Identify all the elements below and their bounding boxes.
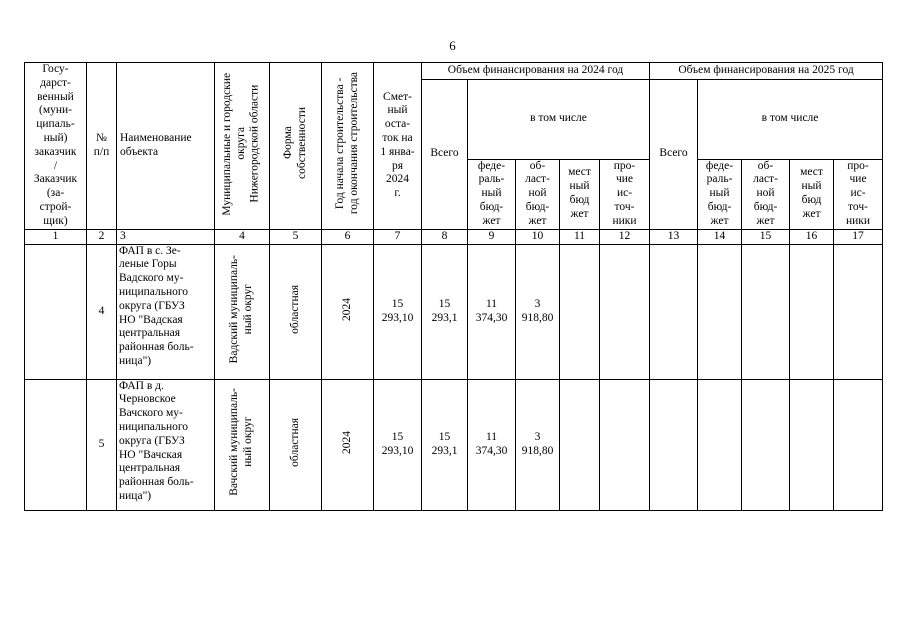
cell-years: 2024 (322, 244, 374, 379)
header-federal-2024: феде- раль- ный бюд- жет (468, 159, 516, 229)
column-number: 5 (270, 229, 322, 244)
cell-local-2025 (790, 379, 834, 510)
cell-local-2025 (790, 244, 834, 379)
column-number: 3 (117, 229, 215, 244)
header-including-2025: в том числе (698, 80, 883, 160)
cell-estimate: 15 293,10 (374, 379, 422, 510)
column-number: 12 (600, 229, 650, 244)
cell-local-2024 (560, 244, 600, 379)
column-number: 9 (468, 229, 516, 244)
cell-municipal: Вачский муниципаль- ный округ (215, 379, 270, 510)
header-regional-2024: об- ласт- ной бюд- жет (516, 159, 560, 229)
header-estimate: Смет- ный оста- ток на 1 янва- ря 2024 г. (374, 63, 422, 230)
header-total-2025: Всего (650, 80, 698, 230)
cell-object-name: ФАП в с. Зе- леные Горы Вадского му- ниципального округа (ГБУЗ НО "Вадская центральная районная боль- ница") (117, 244, 215, 379)
column-number: 7 (374, 229, 422, 244)
header-num: № п/п (87, 63, 117, 230)
cell-total-2024: 15 293,1 (422, 244, 468, 379)
header-years: Год начала строительства - год окончания строительства (322, 63, 374, 230)
header-including-2024: в том числе (468, 80, 650, 160)
cell-regional-2024: 3 918,80 (516, 379, 560, 510)
column-number: 8 (422, 229, 468, 244)
header-local-2025: мест ный бюд жет (790, 159, 834, 229)
column-number: 4 (215, 229, 270, 244)
header-federal-2025: феде- раль- ный бюд- жет (698, 159, 742, 229)
cell-object-name: ФАП в д. Черновское Вачского му- ниципального округа (ГБУЗ НО "Вачская центральная районная боль- ница") (117, 379, 215, 510)
financing-table (24, 62, 883, 511)
cell-other-2024 (600, 244, 650, 379)
cell-total-2024: 15 293,1 (422, 379, 468, 510)
column-number: 11 (560, 229, 600, 244)
cell-federal-2025 (698, 244, 742, 379)
header-fin-2024: Объем финансирования на 2024 год (422, 63, 650, 80)
table-row (25, 244, 883, 379)
column-number: 6 (322, 229, 374, 244)
header-ownership: Форма собственности (270, 63, 322, 230)
cell-regional-2025 (742, 379, 790, 510)
cell-total-2025 (650, 379, 698, 510)
header-regional-2025: об- ласт- ной бюд- жет (742, 159, 790, 229)
cell-ownership: областная (270, 244, 322, 379)
header-customer: Госу- дарст- венный (муни- ципаль- ный) заказчик / Заказчик (за- строй- щик) (25, 63, 87, 230)
cell-municipal: Вадский муниципаль- ный округ (215, 244, 270, 379)
column-number: 10 (516, 229, 560, 244)
column-number: 13 (650, 229, 698, 244)
cell-federal-2024: 11 374,30 (468, 244, 516, 379)
header-fin-2025: Объем финансирования на 2025 год (650, 63, 883, 80)
cell-other-2025 (834, 379, 883, 510)
header-municipal: Муниципальные и городские округа Нижегородской области (215, 63, 270, 230)
column-number: 17 (834, 229, 883, 244)
cell-num: 4 (87, 244, 117, 379)
header-object-name: Наименование объекта (117, 63, 215, 230)
cell-regional-2024: 3 918,80 (516, 244, 560, 379)
column-number: 16 (790, 229, 834, 244)
column-number: 14 (698, 229, 742, 244)
cell-regional-2025 (742, 244, 790, 379)
header-local-2024: мест ный бюд жет (560, 159, 600, 229)
cell-other-2025 (834, 244, 883, 379)
column-numbers-row (25, 229, 883, 244)
page-number: 6 (449, 38, 456, 53)
cell-customer (25, 379, 87, 510)
cell-federal-2024: 11 374,30 (468, 379, 516, 510)
cell-ownership: областная (270, 379, 322, 510)
header-other-2024: про- чие ис- точ- ники (600, 159, 650, 229)
column-number: 15 (742, 229, 790, 244)
column-number: 1 (25, 229, 87, 244)
cell-years: 2024 (322, 379, 374, 510)
cell-local-2024 (560, 379, 600, 510)
cell-estimate: 15 293,10 (374, 244, 422, 379)
cell-num: 5 (87, 379, 117, 510)
header-total-2024: Всего (422, 80, 468, 230)
table-row (25, 379, 883, 510)
column-number: 2 (87, 229, 117, 244)
cell-other-2024 (600, 379, 650, 510)
cell-federal-2025 (698, 379, 742, 510)
cell-total-2025 (650, 244, 698, 379)
cell-customer (25, 244, 87, 379)
header-other-2025: про- чие ис- точ- ники (834, 159, 883, 229)
